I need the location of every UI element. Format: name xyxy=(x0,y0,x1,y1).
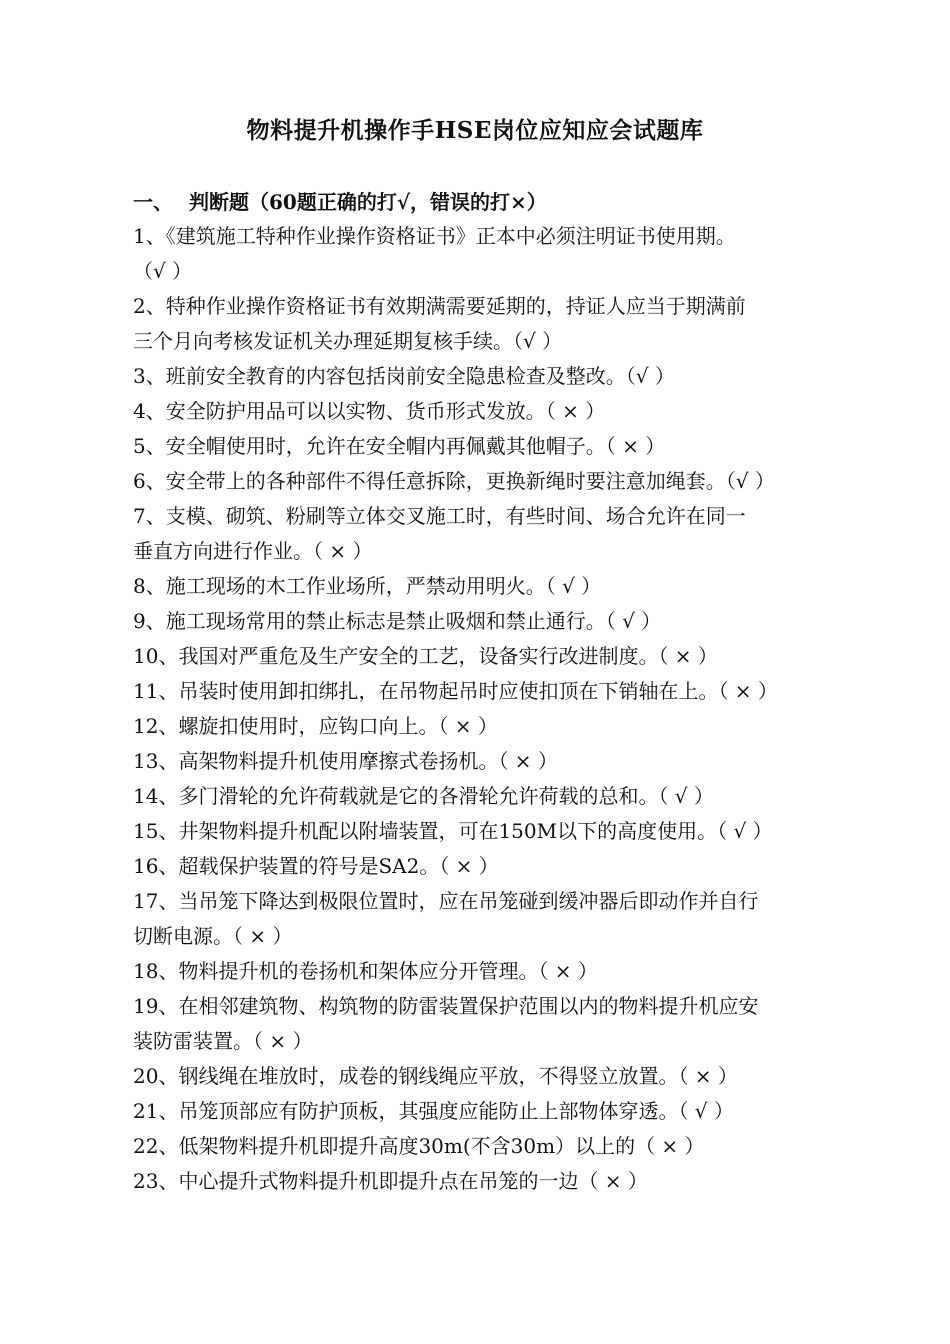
section-heading-text: 判断题（60题正确的打√，错误的打×） xyxy=(189,190,547,214)
section-number: 一、 xyxy=(133,190,173,214)
question-line: 17、当吊笼下降达到极限位置时，应在吊笼碰到缓冲器后即动作并自行 xyxy=(133,889,759,913)
question-line: 8、施工现场的木工作业场所，严禁动用明火。（ √ ） xyxy=(133,574,602,598)
question-line: 22、低架物料提升机即提升高度30m(不含30m）以上的（ × ） xyxy=(133,1134,705,1158)
question-line: 23、中心提升式物料提升机即提升点在吊笼的一边（ × ） xyxy=(133,1169,648,1193)
question-line: 3、班前安全教育的内容包括岗前安全隐患检查及整改。（√ ） xyxy=(133,364,675,388)
question-line: 7、支模、砌筑、粉刷等立体交叉施工时，有些时间、场合允许在同一 xyxy=(133,504,746,528)
question-line: 装防雷装置。（ × ） xyxy=(133,1029,313,1053)
question-line: 19、在相邻建筑物、构筑物的防雷装置保护范围以内的物料提升机应安 xyxy=(133,994,759,1018)
question-line: 10、我国对严重危及生产安全的工艺，设备实行改进制度。（ × ） xyxy=(133,644,718,668)
question-line: 15、井架物料提升机配以附墙装置，可在150M以下的高度使用。（ √ ） xyxy=(133,819,773,843)
question-line: 5、安全帽使用时，允许在安全帽内再佩戴其他帽子。（ × ） xyxy=(133,434,666,458)
question-line: （√ ） xyxy=(133,259,193,283)
question-line: 20、钢线绳在堆放时，成卷的钢线绳应平放，不得竖立放置。（ × ） xyxy=(133,1064,738,1088)
question-line: 4、安全防护用品可以以实物、货币形式发放。（ × ） xyxy=(133,399,606,423)
question-line: 1、《建筑施工特种作业操作资格证书》正本中必须注明证书使用期。 xyxy=(133,224,736,248)
question-line: 18、物料提升机的卷扬机和架体应分开管理。（ × ） xyxy=(133,959,598,983)
section-heading xyxy=(133,186,547,215)
question-line: 13、高架物料提升机使用摩擦式卷扬机。（ × ） xyxy=(133,749,558,773)
question-line: 垂直方向进行作业。（ × ） xyxy=(133,539,373,563)
document-title: 物料提升机操作手HSE岗位应知应会试题库 xyxy=(246,117,704,144)
question-line: 9、施工现场常用的禁止标志是禁止吸烟和禁止通行。（ √ ） xyxy=(133,609,662,633)
question-line: 切断电源。（ × ） xyxy=(133,924,293,948)
question-list xyxy=(133,219,833,1199)
question-line: 6、安全带上的各种部件不得任意拆除，更换新绳时要注意加绳套。（√ ） xyxy=(133,469,775,493)
question-line: 16、超载保护装置的符号是SA2。（ × ） xyxy=(133,854,499,878)
question-line: 2、特种作业操作资格证书有效期满需要延期的，持证人应当于期满前 xyxy=(133,294,746,318)
question-line: 21、吊笼顶部应有防护顶板，其强度应能防止上部物体穿透。（ √ ） xyxy=(133,1099,734,1123)
question-line: 三个月向考核发证机关办理延期复核手续。（√ ） xyxy=(133,329,563,353)
question-line: 12、螺旋扣使用时，应钩口向上。（ × ） xyxy=(133,714,498,738)
question-line: 14、多门滑轮的允许荷载就是它的各滑轮允许荷载的总和。（ √ ） xyxy=(133,784,714,808)
question-line: 11、吊装时使用卸扣绑扎，在吊物起吊时应使扣顶在下销轴在上。（ × ） xyxy=(133,679,778,703)
